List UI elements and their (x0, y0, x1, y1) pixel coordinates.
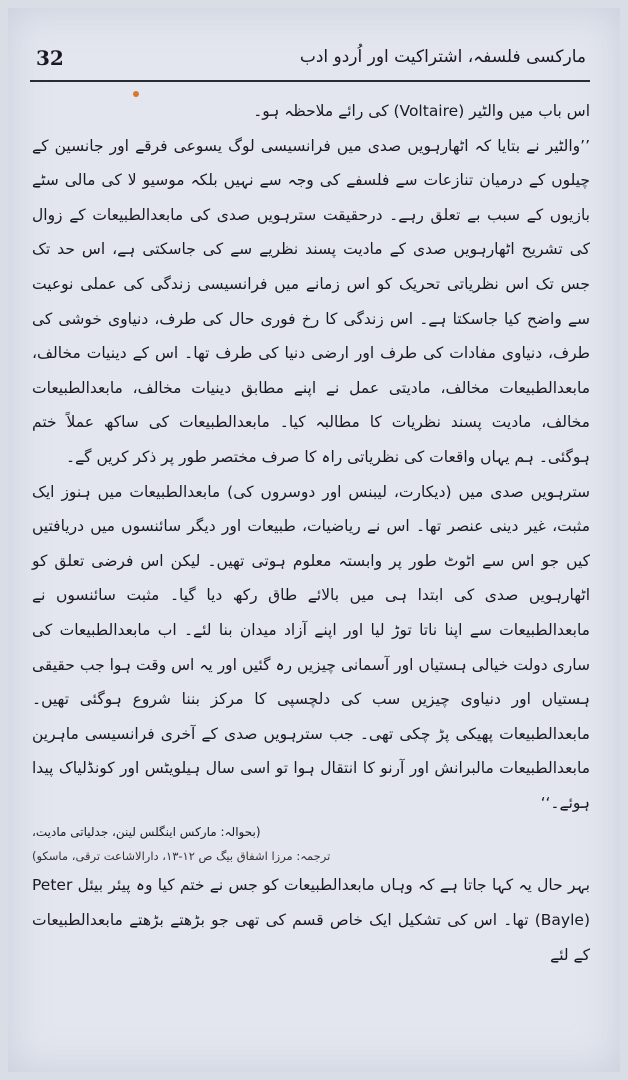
intro-line: اس باب میں والٹیر (Voltaire) کی رائے ملاحظہ ہو۔ (253, 102, 590, 120)
running-title: مارکسی فلسفہ، اشتراکیت اور اُردو ادب (299, 47, 586, 67)
page-header (30, 36, 590, 82)
translator-credit: ترجمہ: مرزا اشفاق بیگ ص ۱۲-۱۳، دارالاشاعت ترقی، ماسکو) (32, 849, 331, 864)
page-number: 32 (36, 46, 64, 70)
body-text (32, 94, 590, 972)
book-page (8, 8, 620, 1072)
closing-paragraph: بہر حال یہ کہا جاتا ہے کہ وہاں مابعدالطبیعات کو جس نے ختم کیا وہ پیئر بیئل Peter (Bayle) تھا۔ اس کی تشکیل ایک خاص قسم کی تھی جو بڑھتے بڑھتے مابعدالطبیعات کے لئے (32, 876, 590, 964)
citation: (بحوالہ: مارکس اینگلس لینن، جدلیاتی مادیت، (32, 825, 261, 840)
quote-paragraph-1: ’’والٹیر نے بتایا کہ اٹھارہویں صدی میں فرانسیسی لوگ یسوعی فرقے اور جانسین کے چیلوں کے درمیان تنازعات سے فلسفے کی وجہ سے نہیں بلکہ موسیو لا کی مالی سٹے بازیوں کے سبب بے تعلق رہے۔ درحقیقت سترہویں صدی کی مابعدالطبیعات کے زوال کی تشریح اٹھارہویں صدی کے مادیت پسند نظریے سے کی جاسکتی ہے، اس حد تک جس تک اس نظریاتی تحریک کو اس زمانے میں فرانسیسی زندگی کی عملی نوعیت سے واضح کیا جاسکتا ہے۔ اس زندگی کا رخ فوری حال کی طرف، دنیاوی خوشی کی طرف، دنیاوی مفادات کی طرف اور ارضی دنیا کی طرف تھا۔ اس کے دینیات مخالف، مابعدالطبیعات مخالف، مادیتی عمل نے اپنے مطابق دینیات مخالف، مابعدالطبیعات مخالف، مادیت پسند نظریات کا مطالبہ کیا۔ مابعدالطبیعات کی ساکھ عملاً ختم ہوگئی۔ ہم یہاں واقعات کی نظریاتی راہ کا صرف مختصر طور پر ذکر کریں گے۔ (32, 136, 590, 466)
quote-paragraph-2: سترہویں صدی میں (دیکارت، لیبنس اور دوسروں کی) مابعدالطبیعات میں ہنوز ایک مثبت، غیر دینی عنصر تھا۔ اس نے ریاضیات، طبیعات اور دیگر سائنسوں میں دریافتیں کیں جو اس سے اٹوٹ طور پر وابستہ معلوم ہوتی تھیں۔ لیکن اس فرضی تعلق کو اٹھارہویں صدی کی ابتدا ہی میں بالائے طاق رکھ دیا گیا۔ مثبت سائنسوں نے مابعدالطبیعات سے اپنا ناتا توڑ لیا اور اپنے آزاد میدان بنا لئے۔ اب مابعدالطبیعات کی ساری دولت خیالی ہستیاں اور آسمانی چیزیں رہ گئیں اور یہ اس وقت ہوا جب حقیقی ہستیاں اور دنیاوی چیزیں سب کی دلچسپی کا مرکز بننا شروع ہوگئی تھیں۔ مابعدالطبیعات پھیکی پڑ چکی تھی۔ جب سترہویں صدی کے آخری فرانسیسی ماہرین مابعدالطبیعات مالبرانش اور آرنو کا انتقال ہوا تو اسی سال ہیلویٹس اور کونڈلیاک پیدا ہوئے۔‘‘ (32, 482, 590, 812)
